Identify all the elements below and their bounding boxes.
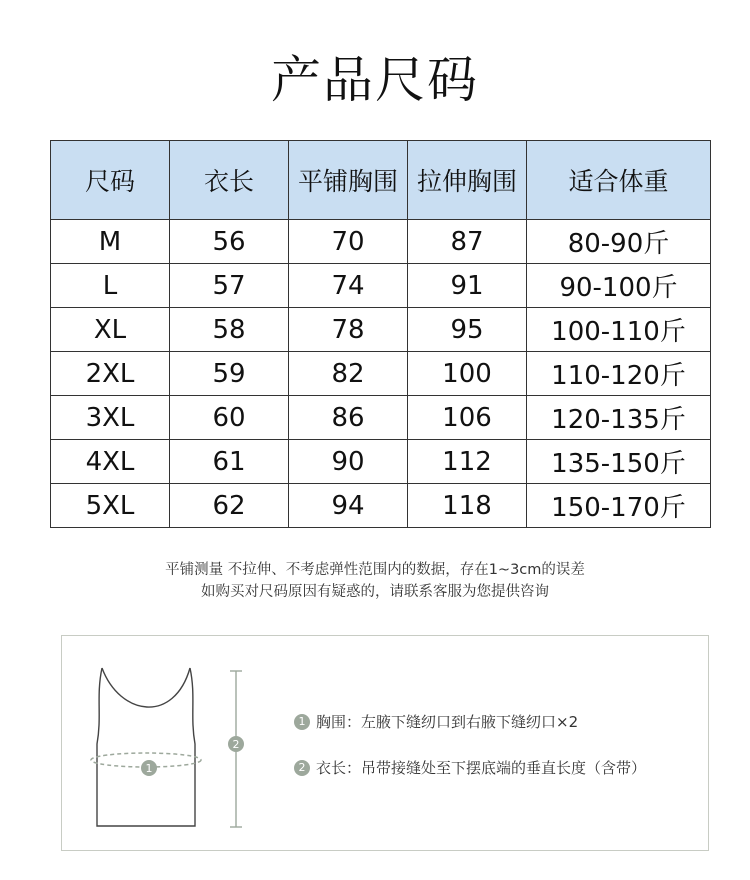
- cell-stretch-chest: 95: [408, 308, 527, 352]
- cell-weight: 110-120斤: [527, 352, 711, 396]
- cell-weight: 80-90斤: [527, 220, 711, 264]
- cell-stretch-chest: 87: [408, 220, 527, 264]
- cell-size: L: [51, 264, 170, 308]
- cell-size: M: [51, 220, 170, 264]
- header-flat-chest: 平铺胸围: [289, 141, 408, 220]
- cell-weight: 120-135斤: [527, 396, 711, 440]
- cell-length: 58: [170, 308, 289, 352]
- cell-weight: 150-170斤: [527, 484, 711, 528]
- table-row: [51, 220, 711, 264]
- cell-length: 56: [170, 220, 289, 264]
- cell-weight: 100-110斤: [527, 308, 711, 352]
- page-title: 产品尺码: [271, 51, 479, 109]
- marker-1-label: 1: [145, 762, 153, 775]
- cell-length: 59: [170, 352, 289, 396]
- cell-length: 62: [170, 484, 289, 528]
- legend-length: [294, 757, 646, 778]
- cell-flat-chest: 74: [289, 264, 408, 308]
- header-size: 尺码: [51, 141, 170, 220]
- table-row: [51, 484, 711, 528]
- legend-1-badge: 1: [294, 714, 310, 730]
- tank-top-illustration: [62, 636, 710, 852]
- cell-length: 57: [170, 264, 289, 308]
- measurement-diagram: [61, 635, 709, 851]
- tank-top-outline: [97, 668, 195, 826]
- cell-flat-chest: 94: [289, 484, 408, 528]
- cell-size: 4XL: [51, 440, 170, 484]
- cell-flat-chest: 86: [289, 396, 408, 440]
- table-header-row: [51, 141, 711, 220]
- size-chart-table: [50, 140, 711, 528]
- note-line-2: 如购买对尺码原因有疑惑的，请联系客服为您提供咨询: [201, 584, 549, 600]
- cell-size: 3XL: [51, 396, 170, 440]
- legend-2-badge: 2: [294, 760, 310, 776]
- table-row: [51, 352, 711, 396]
- cell-flat-chest: 70: [289, 220, 408, 264]
- header-length: 衣长: [170, 141, 289, 220]
- header-weight: 适合体重: [527, 141, 711, 220]
- legend-chest: [294, 711, 578, 732]
- table-row: [51, 264, 711, 308]
- cell-size: XL: [51, 308, 170, 352]
- cell-weight: 135-150斤: [527, 440, 711, 484]
- cell-flat-chest: 78: [289, 308, 408, 352]
- cell-size: 5XL: [51, 484, 170, 528]
- cell-stretch-chest: 100: [408, 352, 527, 396]
- neckline-outline: [102, 668, 190, 707]
- measurement-notes: [0, 559, 750, 603]
- legend-2-text: 衣长：吊带接缝处至下摆底端的垂直长度（含带）: [316, 759, 647, 777]
- header-stretch-chest: 拉伸胸围: [408, 141, 527, 220]
- table-row: [51, 396, 711, 440]
- cell-length: 60: [170, 396, 289, 440]
- marker-2-label: 2: [232, 738, 240, 751]
- cell-size: 2XL: [51, 352, 170, 396]
- table-row: [51, 308, 711, 352]
- cell-length: 61: [170, 440, 289, 484]
- cell-flat-chest: 82: [289, 352, 408, 396]
- cell-stretch-chest: 106: [408, 396, 527, 440]
- cell-flat-chest: 90: [289, 440, 408, 484]
- note-line-1: 平铺测量 不拉伸、不考虑弹性范围内的数据，存在1~3cm的误差: [165, 562, 585, 578]
- cell-stretch-chest: 112: [408, 440, 527, 484]
- cell-stretch-chest: 118: [408, 484, 527, 528]
- cell-stretch-chest: 91: [408, 264, 527, 308]
- legend-1-text: 胸围：左腋下缝纫口到右腋下缝纫口×2: [316, 713, 579, 731]
- table-row: [51, 440, 711, 484]
- cell-weight: 90-100斤: [527, 264, 711, 308]
